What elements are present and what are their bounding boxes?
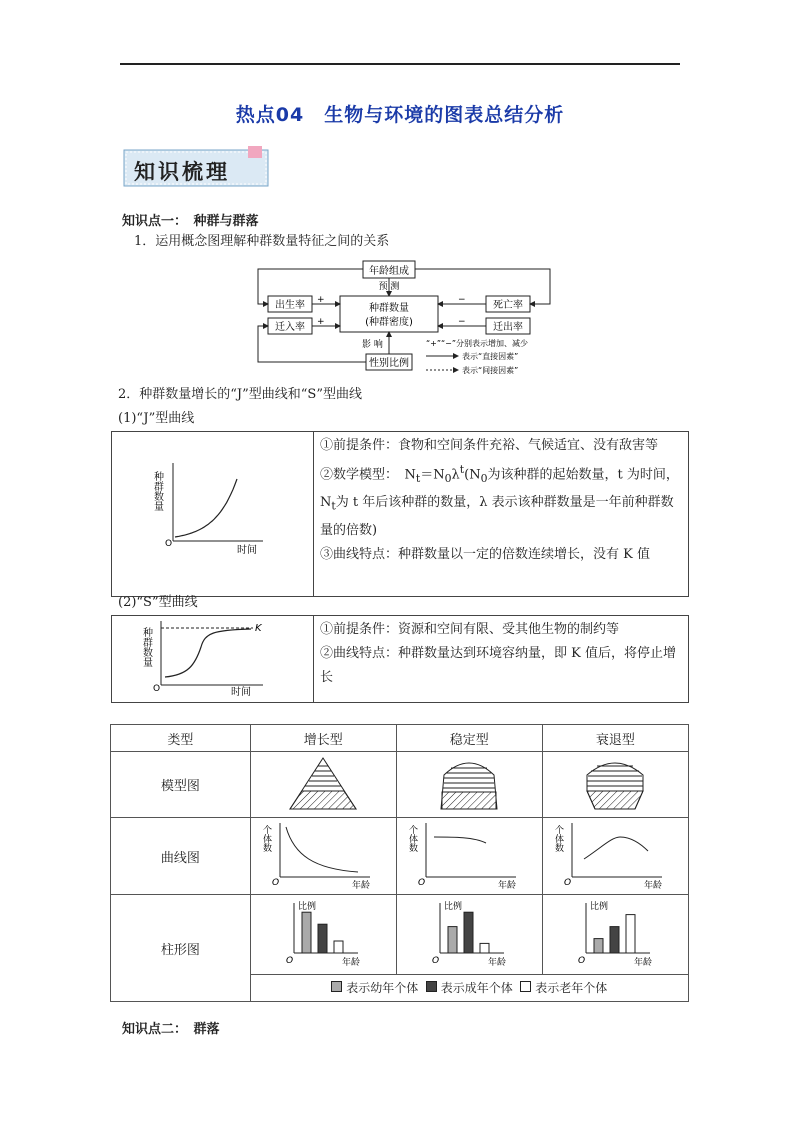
bar-xlabel: 年龄 <box>488 958 507 968</box>
row-label-bar: 柱形图 <box>111 895 251 1002</box>
bar-xlabel: 年龄 <box>342 958 361 968</box>
s-k-label: K <box>255 623 262 634</box>
bar-growth-old <box>334 941 343 953</box>
s-line-1: ①前提条件：资源和空间有限、受其他生物的制约等 <box>320 622 620 637</box>
s-curve-table <box>111 615 689 703</box>
bar-stable-adult <box>464 913 473 954</box>
curve-decline-line <box>584 837 648 859</box>
bar-origin: O <box>578 956 586 967</box>
bar-chart-growth <box>258 897 388 967</box>
svg-text:O: O <box>418 878 426 888</box>
bar-growth-adult <box>318 925 327 954</box>
row-label-model: 模型图 <box>111 752 251 818</box>
pyramid-growth <box>283 755 363 811</box>
curve-growth-cell <box>250 818 396 895</box>
bar-ylabel: 比例 <box>298 902 317 913</box>
curve-decline <box>550 819 680 889</box>
item-2-text: 2．种群数量增长的“J”型曲线和“S”型曲线 <box>118 387 362 402</box>
cm-emig: 迁出率 <box>493 322 523 333</box>
bar-growth-young <box>302 913 311 954</box>
pyramid-stable-cell <box>396 752 542 818</box>
s-xlabel: 时间 <box>231 687 251 697</box>
cm-minus-1: − <box>458 295 466 305</box>
curve-stable <box>404 819 534 889</box>
legend-young: 表示幼年个体 <box>346 981 419 996</box>
cm-plus-2: + <box>317 317 325 327</box>
j-graph-cell <box>112 432 314 597</box>
bar-xlabel: 年龄 <box>634 958 653 968</box>
bar-chart-stable <box>404 897 534 967</box>
concept-map <box>250 258 580 380</box>
s-curve-line <box>165 629 251 677</box>
j-heading: (1)“J”型曲线 <box>118 411 195 426</box>
curve-stable-line <box>434 837 486 843</box>
pyramid-decline <box>575 755 655 811</box>
s-curve-graph <box>113 617 312 697</box>
header-rule <box>120 63 680 65</box>
j-xlabel: 时间 <box>237 545 257 556</box>
bar-decline-adult <box>610 927 619 953</box>
s-origin: O <box>153 684 161 694</box>
cm-plus-1: + <box>317 295 325 305</box>
pyramid-decline-cell <box>542 752 688 818</box>
svg-text:年龄: 年龄 <box>644 881 663 889</box>
svg-text:个体数: 个体数 <box>553 825 564 852</box>
cm-predict: 预 测 <box>378 282 400 292</box>
bar-chart-decline <box>550 897 680 967</box>
bar-growth-cell <box>250 895 396 975</box>
pyramid-stable <box>429 755 509 811</box>
cm-influence: 影 响 <box>362 340 383 350</box>
svg-text:个体数: 个体数 <box>407 825 418 852</box>
row-label-curve: 曲线图 <box>111 818 251 895</box>
item-1-text: 1．运用概念图理解种群数量特征之间的关系 <box>134 234 390 249</box>
j-line-2: ②数学模型： $N_t=N_0\lambda^t(N_0$为该种群的起始数量，t 为时间，$N_t$为 t 年后该种群的数量，λ 表示该种群数量是一年前种群数量的倍数) <box>320 463 679 538</box>
curve-growth <box>258 819 388 889</box>
age-header-stable: 稳定型 <box>396 725 542 752</box>
cm-minus-2: − <box>458 317 466 327</box>
bar-decline-old <box>626 915 635 953</box>
j-desc-cell <box>314 432 689 597</box>
cm-death: 死亡率 <box>493 300 523 311</box>
bar-ylabel: 比例 <box>590 902 609 913</box>
cm-sex: 性别比例 <box>369 358 409 369</box>
j-curve-graph <box>113 433 312 591</box>
cm-center-2: (种群密度) <box>365 317 413 328</box>
cm-center-1: 种群数量 <box>369 303 409 314</box>
bar-stable-young <box>448 927 457 953</box>
s-desc-cell <box>314 616 689 703</box>
cm-legend-1: “+”“−”分别表示增加、减少 <box>426 339 528 348</box>
age-header-type: 类型 <box>111 725 251 752</box>
j-line-1: ①前提条件：食物和空间条件充裕、气候适宜、没有敌害等 <box>320 438 659 453</box>
legend-adult-swatch <box>426 981 437 992</box>
s-heading: (2)“S”型曲线 <box>118 595 198 610</box>
cm-immig: 迁入率 <box>275 322 305 333</box>
bar-stable-old <box>480 944 489 954</box>
legend-old: 表示老年个体 <box>535 981 608 996</box>
cm-age: 年龄组成 <box>369 266 409 277</box>
bar-decline-cell <box>542 895 688 975</box>
bar-stable-cell <box>396 895 542 975</box>
bar-legend <box>250 974 688 1001</box>
cm-legend-2: 表示“直接因素” <box>462 352 519 361</box>
section-heading-2: 知识点二： 群落 <box>122 1022 220 1037</box>
s-line-2: ②曲线特点：种群数量达到环境容纳量，即 K 值后，将停止增长 <box>320 646 676 685</box>
svg-text:O: O <box>272 878 280 888</box>
j-line-3: ③曲线特点：种群数量以一定的倍数连续增长，没有 K 值 <box>320 546 650 562</box>
age-header-growth: 增长型 <box>250 725 396 752</box>
cm-birth: 出生率 <box>275 300 305 311</box>
svg-text:年龄: 年龄 <box>498 881 517 889</box>
pyramid-growth-cell <box>250 752 396 818</box>
curve-stable-cell <box>396 818 542 895</box>
age-header-decline: 衰退型 <box>542 725 688 752</box>
page-title: 热点04 生物与环境的图表总结分析 <box>235 104 565 126</box>
legend-young-swatch <box>331 981 342 992</box>
j-ylabel: 种群数量 <box>151 471 163 511</box>
bar-origin: O <box>432 956 440 967</box>
cm-legend-3: 表示“间接因素” <box>462 366 519 375</box>
badge-label: 知识梳理 <box>134 160 230 184</box>
bar-origin: O <box>286 956 294 967</box>
svg-text:个体数: 个体数 <box>261 825 272 852</box>
svg-text:O: O <box>564 878 572 888</box>
legend-old-swatch <box>520 981 531 992</box>
section-heading-1: 知识点一： 种群与群落 <box>122 214 259 229</box>
svg-text:年龄: 年龄 <box>352 881 371 889</box>
bar-decline-young <box>594 939 603 953</box>
curve-decline-cell <box>542 818 688 895</box>
s-ylabel: 种群数量 <box>140 627 152 667</box>
j-curve-line <box>175 479 237 537</box>
legend-adult: 表示成年个体 <box>440 981 513 996</box>
s-graph-cell <box>112 616 314 703</box>
j-curve-table <box>111 431 689 597</box>
age-structure-table <box>110 724 689 1002</box>
bar-ylabel: 比例 <box>444 902 463 913</box>
curve-growth-line <box>286 827 358 872</box>
j-origin: O <box>165 539 173 549</box>
